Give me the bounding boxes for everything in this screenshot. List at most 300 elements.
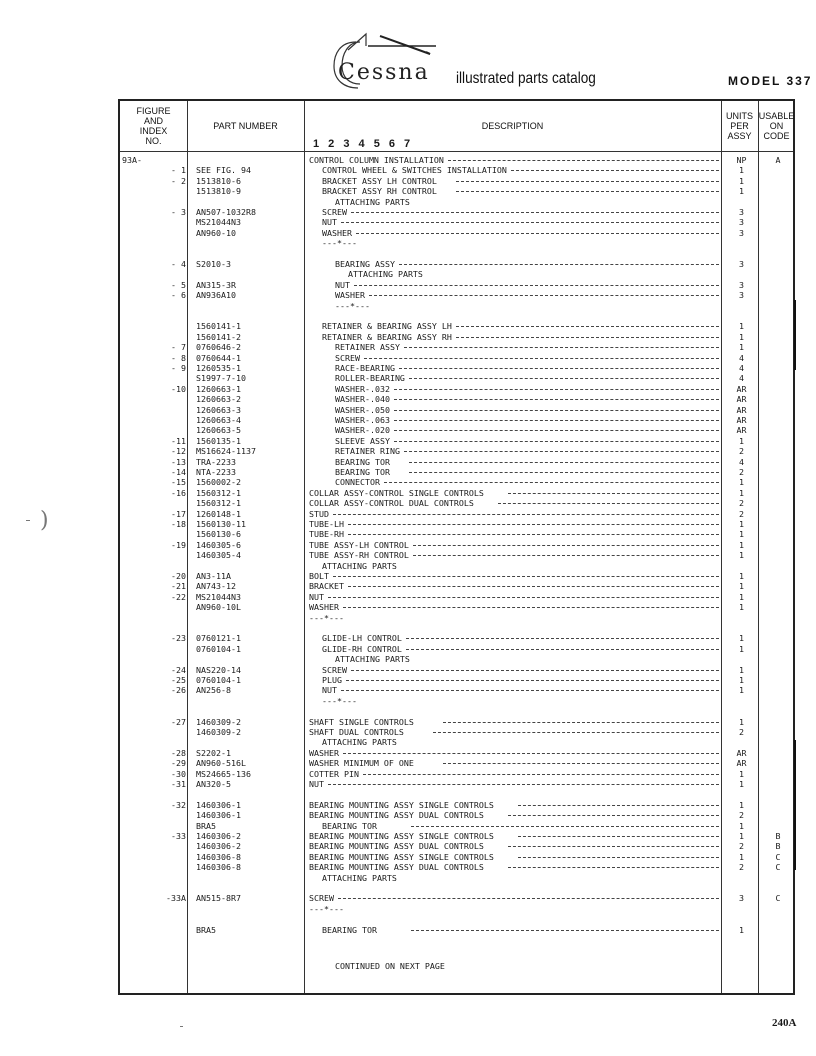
- leader-line: [406, 649, 719, 650]
- units-per-assy: 1: [739, 633, 744, 644]
- part-number: 1460309-2: [196, 716, 241, 727]
- part-description: ---*---: [309, 903, 344, 914]
- units-per-assy: 2: [739, 467, 744, 477]
- leader-line: [404, 347, 719, 348]
- units-per-assy: 1: [739, 477, 744, 488]
- table-row: [120, 873, 797, 884]
- leader-line: [448, 160, 719, 161]
- figure-index: -24: [171, 664, 186, 675]
- table-row: [120, 540, 797, 551]
- leader-line: [443, 763, 719, 764]
- parts-table: [118, 99, 795, 995]
- table-row: [120, 665, 797, 676]
- part-description: ATTACHING PARTS: [335, 654, 410, 665]
- units-per-assy: 3: [739, 227, 744, 238]
- units-per-assy: 1: [739, 799, 744, 810]
- leader-line: [394, 399, 719, 400]
- part-description: WASHER MINIMUM OF ONE: [309, 758, 414, 769]
- part-number: 1460306-2: [196, 841, 241, 852]
- part-description: ROLLER-BEARING: [335, 373, 405, 384]
- units-per-assy: 3: [739, 217, 744, 228]
- part-number: 1460309-2: [196, 727, 241, 737]
- part-number: 1260663-5: [196, 425, 241, 436]
- margin-mark: ): [40, 508, 49, 533]
- table-row: [120, 925, 797, 936]
- leader-line: [399, 368, 719, 369]
- table-row: [120, 748, 797, 759]
- leader-line: [411, 930, 719, 931]
- units-per-assy: 1: [739, 550, 744, 561]
- units-per-assy: 3: [739, 259, 744, 269]
- part-number: 1560135-1: [196, 435, 241, 446]
- units-per-assy: 1: [739, 643, 744, 654]
- leader-line: [338, 898, 719, 899]
- part-description: BEARING MOUNTING ASSY SINGLE CONTROLS: [309, 831, 494, 841]
- part-description: ATTACHING PARTS: [335, 196, 410, 207]
- table-row: [120, 862, 797, 873]
- leader-line: [409, 472, 719, 473]
- table-row: [120, 373, 797, 384]
- part-description: BEARING MOUNTING ASSY SINGLE CONTROLS: [309, 799, 494, 810]
- part-description: ---*---: [322, 695, 357, 706]
- leader-line: [384, 482, 719, 483]
- part-description: TUBE-LH: [309, 519, 344, 529]
- part-description: STUD: [309, 508, 329, 519]
- part-number: TRA-2233: [196, 456, 236, 467]
- table-row: [120, 488, 797, 499]
- figure-index: -16: [171, 487, 186, 498]
- part-number: 1260663-3: [196, 404, 241, 415]
- leader-line: [409, 378, 719, 379]
- part-number: AN960-10: [196, 227, 236, 238]
- units-per-assy: AR: [736, 747, 747, 758]
- part-number: AN315-3R: [196, 279, 236, 290]
- part-number: 1513810-9: [196, 186, 241, 197]
- table-row: [120, 800, 797, 811]
- leader-line: [394, 389, 719, 390]
- units-per-assy: 1: [739, 321, 744, 332]
- part-description: NUT: [322, 685, 337, 696]
- part-description: WASHER: [322, 227, 352, 238]
- leader-line: [433, 732, 719, 733]
- table-row: [120, 477, 797, 488]
- part-description: CONTROL WHEEL & SWITCHES INSTALLATION: [322, 165, 507, 176]
- figure-index: - 9: [171, 363, 186, 373]
- part-description: SHAFT SINGLE CONTROLS: [309, 716, 414, 727]
- part-number: 1260663-2: [196, 394, 241, 405]
- table-row: [120, 405, 797, 416]
- table-row: [120, 446, 797, 457]
- part-number: 1460306-1: [196, 810, 241, 821]
- units-per-assy: 1: [739, 716, 744, 727]
- part-number: NTA-2233: [196, 467, 236, 477]
- revision-bar: [794, 740, 796, 870]
- leader-line: [518, 836, 719, 837]
- table-row: [120, 550, 797, 561]
- table-row: [120, 727, 797, 738]
- table-row: [120, 363, 797, 374]
- part-number: 0760104-1: [196, 675, 241, 685]
- leader-line: [456, 326, 719, 327]
- figure-index: -18: [171, 519, 186, 529]
- part-description: PLUG: [322, 675, 342, 685]
- part-number: BRA5: [196, 820, 216, 831]
- figure-index: -13: [171, 456, 186, 467]
- figure-index: -23: [171, 633, 186, 644]
- units-per-assy: AR: [736, 394, 747, 405]
- units-per-assy: 1: [739, 685, 744, 696]
- figure-index: - 8: [171, 352, 186, 363]
- units-per-assy: 1: [739, 675, 744, 685]
- part-description: WASHER: [335, 290, 365, 301]
- units-per-assy: 1: [739, 539, 744, 550]
- part-description: WASHER-.063: [335, 415, 390, 425]
- table-row: [120, 893, 797, 904]
- page-header: [0, 0, 816, 100]
- leader-line: [456, 181, 719, 182]
- figure-index: - 5: [171, 279, 186, 290]
- part-number: 0760121-1: [196, 633, 241, 644]
- figure-index: -33: [171, 831, 186, 841]
- leader-line: [406, 638, 719, 639]
- part-number: MS24665-136: [196, 768, 251, 779]
- part-description: CONNECTOR: [335, 477, 380, 488]
- units-per-assy: 1: [739, 768, 744, 779]
- table-row: [120, 810, 797, 821]
- part-description: ---*---: [335, 300, 370, 311]
- part-description: WASHER-.040: [335, 394, 390, 405]
- catalog-title: illustrated parts catalog: [456, 70, 596, 87]
- part-number: AN936A10: [196, 290, 236, 301]
- table-row: [120, 529, 797, 540]
- leader-line: [363, 774, 719, 775]
- figure-index: -11: [171, 435, 186, 446]
- units-per-assy: 4: [739, 363, 744, 373]
- figure-index: -12: [171, 446, 186, 457]
- part-description: RETAINER & BEARING ASSY LH: [322, 321, 452, 332]
- table-row: [120, 176, 797, 187]
- figure-index: -10: [171, 383, 186, 394]
- table-row: [120, 561, 797, 572]
- part-number: 1260535-1: [196, 363, 241, 373]
- units-per-assy: 1: [739, 165, 744, 176]
- usable-code: A: [775, 155, 781, 165]
- leader-line: [518, 857, 719, 858]
- leader-line: [343, 607, 719, 608]
- leader-line: [443, 722, 719, 723]
- part-number: 1560130-6: [196, 529, 241, 540]
- units-per-assy: 1: [739, 342, 744, 353]
- part-description: SLEEVE ASSY: [335, 435, 390, 446]
- part-number: 1560141-2: [196, 331, 241, 342]
- part-number: S2202-1: [196, 747, 231, 758]
- figure-index: -31: [171, 779, 186, 789]
- part-description: RACE-BEARING: [335, 363, 395, 373]
- table-row: [120, 685, 797, 696]
- part-number: 1513810-6: [196, 175, 241, 186]
- part-number: 1460306-8: [196, 851, 241, 862]
- leader-line: [364, 358, 719, 359]
- usable-code: B: [775, 831, 781, 841]
- table-row: [120, 571, 797, 582]
- units-per-assy: 2: [739, 862, 744, 873]
- units-per-assy: 1: [739, 331, 744, 342]
- part-number: 1560141-1: [196, 321, 241, 332]
- table-row: [120, 269, 797, 280]
- units-per-assy: 3: [739, 279, 744, 290]
- leader-line: [508, 493, 719, 494]
- part-description: COLLAR ASSY-CONTROL DUAL CONTROLS: [309, 498, 474, 509]
- table-row: [120, 321, 797, 332]
- part-description: COLLAR ASSY-CONTROL SINGLE CONTROLS: [309, 487, 484, 498]
- part-description: TUBE ASSY-LH CONTROL: [309, 539, 409, 550]
- table-row: [120, 332, 797, 343]
- figure-index: -32: [171, 799, 186, 810]
- table-row: [120, 717, 797, 728]
- part-description: RETAINER & BEARING ASSY RH: [322, 331, 452, 342]
- part-number: MS16624-1137: [196, 446, 256, 457]
- units-per-assy: 1: [739, 571, 744, 581]
- part-description: GLIDE-RH CONTROL: [322, 643, 402, 654]
- part-description: WASHER-.032: [335, 383, 390, 394]
- model-label: MODEL 337: [728, 74, 813, 88]
- leader-line: [394, 410, 719, 411]
- table-row: [120, 904, 797, 915]
- part-description: NUT: [322, 217, 337, 228]
- part-description: ATTACHING PARTS: [322, 872, 397, 883]
- part-number: AN960-10L: [196, 602, 241, 613]
- part-description: BEARING MOUNTING ASSY DUAL CONTROLS: [309, 862, 484, 873]
- units-per-assy: 4: [739, 456, 744, 467]
- units-per-assy: 1: [739, 831, 744, 841]
- part-number: 1260663-4: [196, 415, 241, 425]
- table-row: [120, 197, 797, 208]
- table-row: [120, 165, 797, 176]
- figure-index: - 7: [171, 342, 186, 353]
- leader-line: [511, 170, 719, 171]
- leader-line: [328, 784, 719, 785]
- units-per-assy: 3: [739, 207, 744, 217]
- part-number: AN320-5: [196, 779, 231, 789]
- part-number: AN960-516L: [196, 758, 246, 769]
- part-number: AN515-8R7: [196, 893, 241, 904]
- units-per-assy: 2: [739, 446, 744, 457]
- table-row: [120, 186, 797, 197]
- figure-index: -29: [171, 758, 186, 769]
- part-number: 1260148-1: [196, 508, 241, 519]
- units-per-assy: AR: [736, 404, 747, 415]
- table-row: [120, 217, 797, 228]
- header-divider: [120, 151, 793, 152]
- units-per-assy: 4: [739, 352, 744, 363]
- leader-line: [351, 212, 719, 213]
- table-row: [120, 633, 797, 644]
- leader-line: [346, 680, 719, 681]
- part-description: ATTACHING PARTS: [348, 269, 423, 280]
- table-row: [120, 841, 797, 852]
- leader-line: [404, 451, 719, 452]
- part-number: 1460305-6: [196, 539, 241, 550]
- part-number: SEE FIG. 94: [196, 165, 251, 176]
- part-number: AN256-8: [196, 685, 231, 696]
- units-per-assy: AR: [736, 758, 747, 769]
- leader-line: [394, 441, 719, 442]
- part-number: 1560130-11: [196, 519, 246, 529]
- units-per-assy: 1: [739, 435, 744, 446]
- units-per-assy: 2: [739, 498, 744, 509]
- figure-index: -27: [171, 716, 186, 727]
- figure-index: - 6: [171, 290, 186, 301]
- part-description: BEARING MOUNTING ASSY DUAL CONTROLS: [309, 841, 484, 852]
- part-number: 0760644-1: [196, 352, 241, 363]
- leader-line: [394, 430, 719, 431]
- part-number: 1560312-1: [196, 498, 241, 509]
- part-description: BRACKET ASSY LH CONTROL: [322, 175, 437, 186]
- units-per-assy: 2: [739, 841, 744, 852]
- units-per-assy: 1: [739, 175, 744, 186]
- margin-mark: [26, 520, 30, 521]
- leader-line: [348, 534, 719, 535]
- leader-line: [333, 514, 719, 515]
- table-row: [120, 384, 797, 395]
- part-description: WASHER-.050: [335, 404, 390, 415]
- leader-line: [399, 264, 719, 265]
- part-description: BEARING TOR: [322, 820, 377, 831]
- units-per-assy: AR: [736, 383, 747, 394]
- part-description: BEARING MOUNTING ASSY DUAL CONTROLS: [309, 810, 484, 821]
- units-per-assy: 1: [739, 186, 744, 197]
- part-description: WASHER: [309, 602, 339, 613]
- usable-code: B: [775, 841, 781, 852]
- margin-mark: [180, 1026, 183, 1027]
- part-description: TUBE-RH: [309, 529, 344, 540]
- usable-code: C: [775, 851, 781, 862]
- part-number: 1560312-1: [196, 487, 241, 498]
- figure-index: -20: [171, 571, 186, 581]
- figure-index: -17: [171, 508, 186, 519]
- table-row: [120, 394, 797, 405]
- units-per-assy: 1: [739, 487, 744, 498]
- units-column-header: UNITS PER ASSY: [726, 111, 753, 141]
- table-row: [120, 779, 797, 790]
- table-row: [120, 207, 797, 218]
- units-per-assy: 1: [739, 924, 744, 935]
- table-row: [120, 228, 797, 239]
- table-row: [120, 280, 797, 291]
- figure-index: -21: [171, 581, 186, 592]
- usable-code: C: [775, 893, 781, 904]
- figure-index: - 3: [171, 207, 186, 217]
- part-number: AN743-12: [196, 581, 236, 592]
- table-row: [120, 675, 797, 686]
- figure-index: - 1: [171, 165, 186, 176]
- part-number: 1460306-1: [196, 799, 241, 810]
- table-row: [120, 353, 797, 364]
- units-per-assy: 1: [739, 851, 744, 862]
- part-description: WASHER: [309, 747, 339, 758]
- units-per-assy: 4: [739, 373, 744, 384]
- part-description: BEARING TOR: [322, 924, 377, 935]
- part-description: NUT: [309, 779, 324, 789]
- part-description: NUT: [335, 279, 350, 290]
- figure-index: -15: [171, 477, 186, 488]
- table-row: [120, 259, 797, 270]
- figure-index: -14: [171, 467, 186, 477]
- usable-code-column-header: USABLE ON CODE: [758, 111, 795, 141]
- figure-index: -33A: [166, 893, 186, 904]
- units-per-assy: NP: [736, 155, 747, 165]
- units-per-assy: 1: [739, 529, 744, 540]
- figure-index: -28: [171, 747, 186, 758]
- units-per-assy: 1: [739, 591, 744, 602]
- table-row: [120, 644, 797, 655]
- table-row: [120, 769, 797, 780]
- part-description: SCREW: [322, 207, 347, 217]
- figure-index: -22: [171, 591, 186, 602]
- part-description: ---*---: [309, 612, 344, 623]
- part-description: BEARING TOR: [335, 467, 390, 477]
- part-description: ---*---: [322, 238, 357, 249]
- table-row: [120, 457, 797, 468]
- units-per-assy: 1: [739, 519, 744, 529]
- units-per-assy: 2: [739, 727, 744, 737]
- table-row: [120, 696, 797, 707]
- part-description: SCREW: [335, 352, 360, 363]
- part-description: GLIDE-LH CONTROL: [322, 633, 402, 644]
- units-per-assy: 2: [739, 508, 744, 519]
- leader-line: [413, 555, 719, 556]
- part-number: AN3-11A: [196, 571, 231, 581]
- part-number: 1560002-2: [196, 477, 241, 488]
- table-row: [120, 592, 797, 603]
- part-number: NAS220-14: [196, 664, 241, 675]
- table-row: [120, 238, 797, 249]
- units-per-assy: AR: [736, 425, 747, 436]
- page-number: 240A: [772, 1017, 797, 1029]
- table-row: [120, 498, 797, 509]
- part-description: RETAINER ASSY: [335, 342, 400, 353]
- part-description: ATTACHING PARTS: [322, 560, 397, 571]
- units-per-assy: 1: [739, 820, 744, 831]
- part-description: SCREW: [309, 893, 334, 904]
- leader-line: [354, 285, 719, 286]
- part-description: WASHER-.020: [335, 425, 390, 436]
- table-row: [120, 831, 797, 842]
- part-number: 0760104-1: [196, 643, 241, 654]
- leader-line: [409, 462, 719, 463]
- part-number: AN507-1032R8: [196, 207, 256, 217]
- leader-line: [333, 576, 719, 577]
- units-per-assy: 1: [739, 602, 744, 613]
- usable-code: C: [775, 862, 781, 873]
- table-row: [120, 436, 797, 447]
- leader-line: [508, 815, 719, 816]
- figure-index: 93A-: [122, 155, 142, 165]
- figure-index: - 4: [171, 259, 186, 269]
- table-row: [120, 301, 797, 312]
- leader-line: [351, 670, 719, 671]
- table-row: [120, 602, 797, 613]
- part-description: SHAFT DUAL CONTROLS: [309, 727, 404, 737]
- leader-line: [456, 337, 719, 338]
- leader-line: [498, 503, 719, 504]
- part-description: BRACKET: [309, 581, 344, 592]
- part-number: MS21044N3: [196, 217, 241, 228]
- leader-line: [518, 805, 719, 806]
- table-row: [120, 342, 797, 353]
- leader-line: [411, 826, 719, 827]
- table-row: [120, 155, 797, 166]
